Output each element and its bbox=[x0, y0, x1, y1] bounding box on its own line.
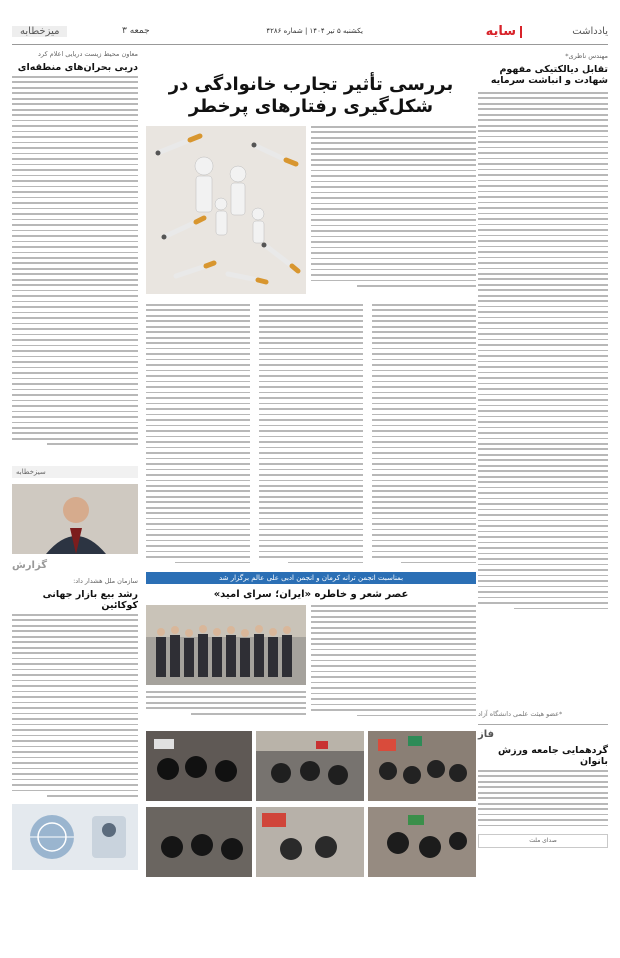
cigarette-image bbox=[146, 126, 306, 294]
issue-date: یکشنبه ۵ تیر ۱۴۰۴ | شماره ۴۲۸۶ bbox=[266, 27, 363, 35]
sponsor-label: صدای ملت bbox=[529, 837, 557, 844]
crowd-image-3 bbox=[146, 731, 252, 801]
lead-area bbox=[146, 126, 476, 298]
report-title: رشد بیع بازار جهانی کوکائین bbox=[42, 589, 138, 611]
article-body bbox=[146, 304, 476, 566]
crowd-image-4 bbox=[368, 807, 476, 877]
left-body bbox=[12, 76, 138, 462]
sports-title: گردهمایی جامعه ورزش بانوان bbox=[498, 745, 608, 767]
event-area bbox=[146, 605, 476, 723]
crowd-photo-5 bbox=[256, 807, 364, 877]
report-tag-row bbox=[12, 558, 138, 574]
left-kicker: معاون محیط زیست دریایی اعلام کرد bbox=[38, 50, 138, 58]
crowd-photo-6 bbox=[146, 807, 252, 877]
sports-body bbox=[478, 770, 608, 830]
left-sponsor bbox=[12, 466, 138, 478]
event-text-2 bbox=[146, 691, 306, 723]
sponsor-box bbox=[478, 834, 608, 848]
crowd-image-2 bbox=[256, 731, 364, 801]
opinion-signature: *عضو هیئت علمی دانشگاه آزاد bbox=[478, 710, 563, 718]
un-logo-image bbox=[12, 804, 138, 870]
bottom-photos bbox=[146, 731, 476, 881]
opinion-body bbox=[478, 92, 608, 704]
author-kicker: مهندس ناظری* bbox=[565, 52, 608, 60]
crowd-image-1 bbox=[368, 731, 476, 801]
crowd-image-5 bbox=[256, 807, 364, 877]
right-column bbox=[478, 48, 608, 948]
event-text bbox=[311, 605, 476, 723]
crowd-photo-3 bbox=[146, 731, 252, 801]
crowd-photo-1 bbox=[368, 731, 476, 801]
lead-text bbox=[311, 126, 476, 291]
event-banner: بمناسبت انجمن ترانه کرمان و انجمن ادبی علی عالم برگزار شد bbox=[146, 572, 476, 584]
center-column bbox=[146, 48, 476, 948]
article-col-1 bbox=[372, 304, 476, 566]
report-tag: گزارش bbox=[12, 560, 48, 571]
main-headline: بررسی تأثیر تجارب خانوادگی در شکل‌گیری رفتارهای پرخطر bbox=[168, 74, 454, 117]
official-portrait bbox=[12, 484, 138, 554]
crowd-photo-4 bbox=[368, 807, 476, 877]
report-body bbox=[12, 614, 138, 800]
portrait-image bbox=[12, 484, 138, 554]
crowd-photo-2 bbox=[256, 731, 364, 801]
left-column bbox=[12, 48, 138, 948]
opinion-title: تقابل دیالکتیکی مفهوم شهادت و انباشت سرمایه bbox=[490, 64, 608, 86]
page-header bbox=[12, 22, 608, 45]
event-title: عصر شعر و خاطره «ایران؛ سرای امید» bbox=[213, 589, 409, 600]
sports-tag-row bbox=[478, 729, 608, 743]
crowd-image-6 bbox=[146, 807, 252, 877]
page-day: جمعه ۳ bbox=[122, 26, 150, 36]
article-col-2 bbox=[259, 304, 363, 566]
sports-tag: فاز bbox=[478, 729, 495, 740]
article-col-3 bbox=[146, 304, 250, 566]
left-sponsor-label: سیزخطابه bbox=[16, 468, 46, 476]
group-photo-image bbox=[146, 605, 306, 685]
accent-bar bbox=[520, 26, 522, 38]
left-title: دریی بحران‌های منطقه‌ای bbox=[17, 62, 138, 73]
report-kicker: سازمان ملل هشدار داد: bbox=[73, 577, 138, 585]
section-right-label: یادداشت bbox=[572, 26, 608, 37]
section-left-label: میزخطابه bbox=[12, 26, 67, 37]
group-photo bbox=[146, 605, 306, 685]
cigarettes-family-illustration bbox=[146, 126, 306, 294]
un-illustration bbox=[12, 804, 138, 870]
newspaper-logo: سایه bbox=[485, 24, 516, 39]
divider bbox=[478, 724, 608, 725]
